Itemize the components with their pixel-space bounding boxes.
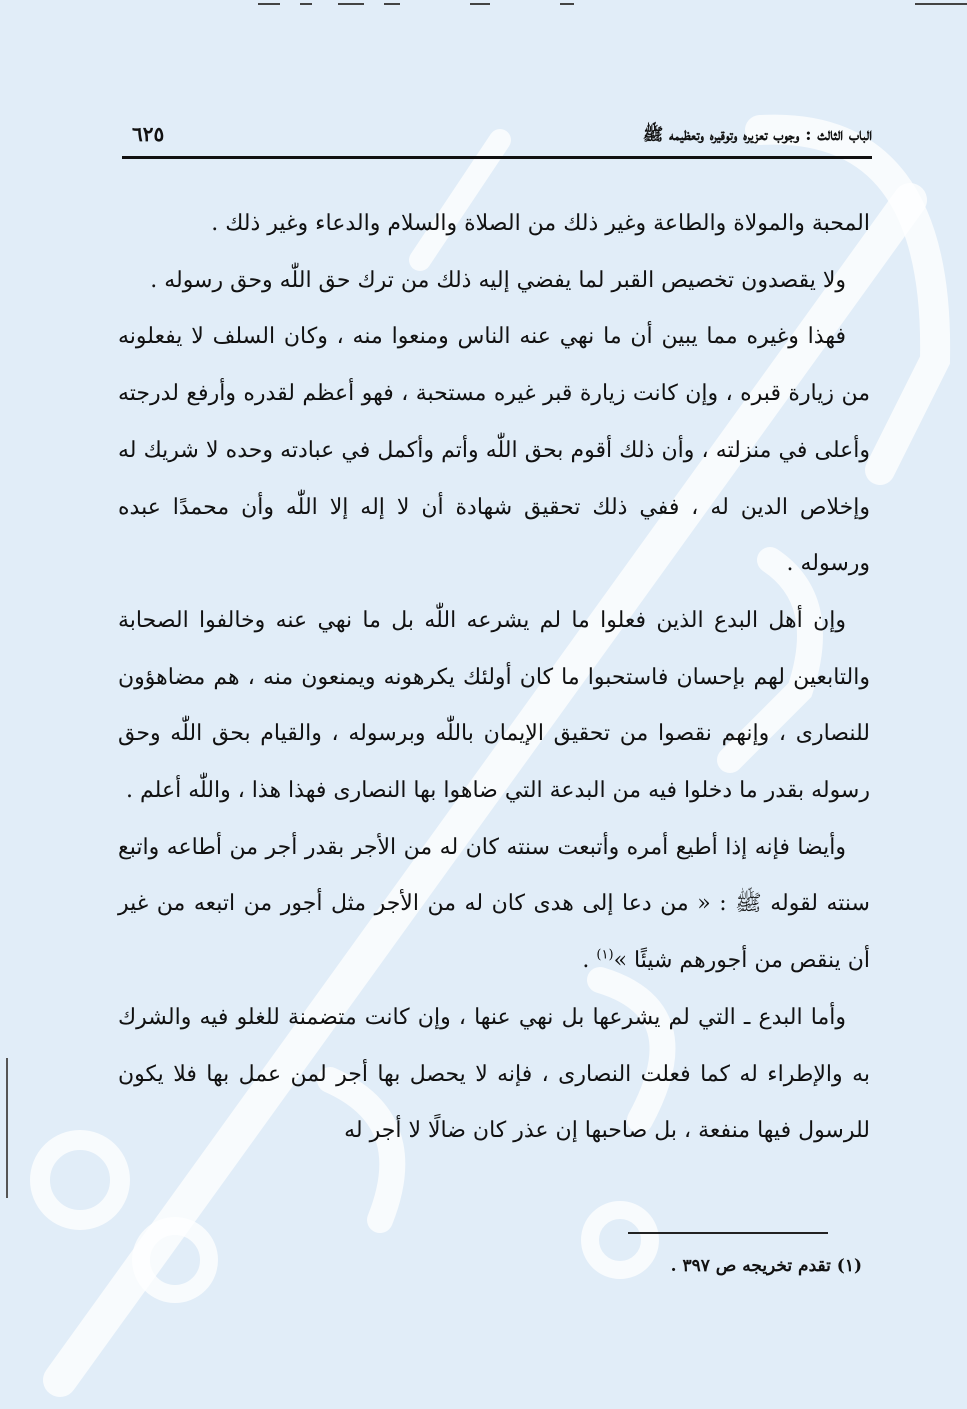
paragraph-4: وإن أهل البدع الذين فعلوا ما لم يشرعه اللّٰه بل ما نهي عنه وخالفوا الصحابة والتابعين لهم بإحسان فاستحبوا ما كان أولئك يكرهونه ويمنعون منه ، هم مضاهؤون للنصارى ، وإنهم نقصوا من تحقيق الإيمان باللّٰه وبرسوله ، والقيام بحق اللّٰه وحق رسوله بقدر ما دخلوا فيه من البدعة التي ضاهوا بها النصارى فهذا هذا ، واللّٰه أعلم . [118,607,870,804]
scan-top-marks [0,0,967,14]
footnote: (١) تقدم تخريجه ص ٣٩٧ . [670,1256,862,1276]
footnote-reference: (١) [596,947,614,963]
paragraph-5-text: وأيضا فإنه إذا أطيع أمره وأتبعت سنته كان له من الأجر بقدر أجر من أطاعه واتبع سنته لقوله ﷺ : « من دعا إلى هدى كان له من الأجر مثل أجور من اتبعه من غير أن ينقص من أجورهم شيئًا » [118,834,870,974]
running-header [122,118,872,159]
main-text [118,196,870,1160]
paragraph-1: المحبة والمولاة والطاعة وغير ذلك من الصلاة والسلام والدعاء وغير ذلك . [211,211,870,236]
scan-edge-line [6,1058,8,1198]
paragraph-3: فهذا وغيره مما يبين أن ما نهي عنه الناس ومنعوا منه ، وكان السلف لا يفعلونه من زيارة قبره ، وإن كانت زيارة قبر غيره مستحبة ، فهو أعظم لقدره وأرفع لدرجته وأعلى في منزلته ، وأن ذلك أقوم بحق اللّٰه وأتم وأكمل في عبادته وحده لا شريك له وإخلاص الدين له ، ففي ذلك تحقيق شهادة أن لا إله إلا اللّٰه وأن محمدًا عبده ورسوله . [118,324,870,577]
chapter-title: الباب الثالث : وجوب تعزيره وتوقيره وتعظيمه ﷺ [642,125,872,145]
page-number: ٦٢٥ [132,122,165,146]
footnote-separator [628,1232,828,1234]
paragraph-6: وأما البدع ـ التي لم يشرعها بل نهي عنها ، وإن كانت متضمنة للغلو فيه والشرك به والإطراء له كما فعلت النصارى ، فإنه لا يحصل بها أجر لمن عمل بها فلا يكون للرسول فيها منفعة ، بل صاحبها إن عذر كان ضالًا لا أجر له [118,1004,870,1144]
paragraph-5 [118,820,870,990]
paragraph-2: ولا يقصدون تخصيص القبر لما يفضي إليه ذلك من ترك حق اللّٰه وحق رسوله . [150,267,846,293]
paragraph-5-tail: . [582,948,597,974]
